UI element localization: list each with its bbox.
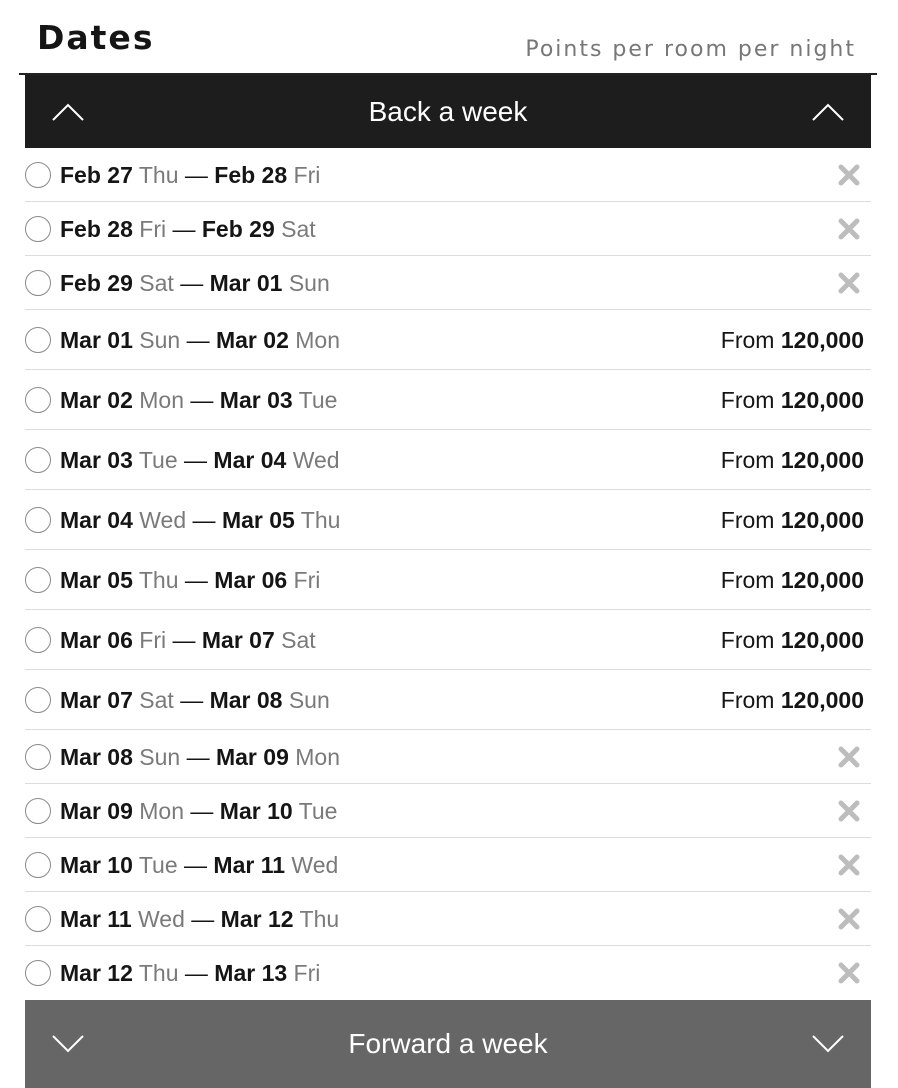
date-range-radio[interactable] xyxy=(25,387,51,413)
date-range-radio[interactable] xyxy=(25,627,51,653)
date-range-radio[interactable] xyxy=(25,216,51,242)
date-range-radio[interactable] xyxy=(25,447,51,473)
check-in-date: Mar 04 xyxy=(60,506,133,533)
check-in-weekday: Mon xyxy=(139,386,185,413)
price-label xyxy=(721,686,864,714)
date-range-label xyxy=(60,743,340,771)
check-out-weekday: Wed xyxy=(292,446,340,473)
check-in-date: Feb 29 xyxy=(60,269,133,296)
check-in-weekday: Thu xyxy=(138,161,179,188)
check-out-weekday: Fri xyxy=(293,960,321,986)
check-in-weekday: Wed xyxy=(139,506,187,533)
price-amount: 120,000 xyxy=(780,566,864,593)
check-in-weekday: Fri xyxy=(139,626,167,653)
date-range-row[interactable] xyxy=(25,148,871,202)
date-range-label xyxy=(60,326,340,354)
chevron-down-icon xyxy=(51,1034,85,1054)
date-range-label xyxy=(60,386,337,414)
check-out-date: Feb 28 xyxy=(214,161,288,188)
date-range-label xyxy=(60,686,330,714)
range-dash: — xyxy=(180,686,204,713)
date-range-radio[interactable] xyxy=(25,687,51,713)
range-dash: — xyxy=(192,506,216,533)
check-out-weekday: Fri xyxy=(293,566,321,593)
check-in-weekday: Fri xyxy=(139,215,167,242)
check-in-date: Mar 11 xyxy=(60,905,132,932)
check-out-date: Mar 05 xyxy=(221,506,295,533)
price-prefix: From xyxy=(720,446,775,473)
date-range-row[interactable] xyxy=(25,892,871,946)
check-in-weekday: Sun xyxy=(139,743,181,770)
date-range-label xyxy=(60,161,320,189)
chevron-up-icon xyxy=(51,102,85,122)
date-range-row[interactable] xyxy=(25,730,871,784)
range-dash: — xyxy=(186,326,210,353)
date-range-row[interactable] xyxy=(25,550,871,610)
date-range-radio[interactable] xyxy=(25,744,51,770)
chevron-down-icon xyxy=(811,1034,845,1054)
date-range-label xyxy=(60,905,339,933)
date-range-row[interactable] xyxy=(25,838,871,892)
date-range-row[interactable] xyxy=(25,784,871,838)
check-in-date: Mar 01 xyxy=(60,326,133,353)
check-out-weekday: Thu xyxy=(299,905,340,932)
check-out-weekday: Mon xyxy=(295,326,340,353)
date-range-radio[interactable] xyxy=(25,567,51,593)
check-out-weekday: Sun xyxy=(288,269,330,296)
price-prefix: From xyxy=(720,566,775,593)
check-out-date: Mar 12 xyxy=(220,905,294,932)
price-amount: 120,000 xyxy=(780,446,864,473)
price-amount: 120,000 xyxy=(780,686,864,713)
unavailable-x-icon xyxy=(837,217,861,241)
check-out-weekday: Thu xyxy=(300,506,341,533)
price-amount: 120,000 xyxy=(780,506,864,533)
date-range-label xyxy=(60,446,340,474)
date-range-row[interactable] xyxy=(25,430,871,490)
date-range-row[interactable] xyxy=(25,946,871,1000)
date-range-radio[interactable] xyxy=(25,507,51,533)
check-in-date: Mar 05 xyxy=(60,566,133,593)
price-prefix: From xyxy=(720,386,775,413)
dates-header xyxy=(0,0,898,75)
unavailable-x-icon xyxy=(837,745,861,769)
date-range-radio[interactable] xyxy=(25,327,51,353)
range-dash: — xyxy=(172,215,196,242)
check-in-weekday: Tue xyxy=(138,851,178,878)
check-in-date: Mar 09 xyxy=(60,797,133,824)
price-label xyxy=(721,326,864,354)
check-in-weekday: Thu xyxy=(138,566,179,593)
range-dash: — xyxy=(190,386,214,413)
range-dash: — xyxy=(184,161,208,188)
check-out-weekday: Sat xyxy=(281,626,316,653)
check-in-date: Feb 27 xyxy=(60,161,133,188)
check-out-date: Mar 07 xyxy=(201,626,275,653)
check-out-date: Mar 03 xyxy=(219,386,293,413)
range-dash: — xyxy=(184,566,208,593)
date-range-row[interactable] xyxy=(25,256,871,310)
check-in-weekday: Sun xyxy=(139,326,181,353)
check-out-weekday: Wed xyxy=(291,851,339,878)
date-range-row[interactable] xyxy=(25,610,871,670)
back-a-week-button[interactable] xyxy=(25,75,871,148)
date-range-row[interactable] xyxy=(25,202,871,256)
date-range-row[interactable] xyxy=(25,490,871,550)
check-out-date: Mar 09 xyxy=(215,743,289,770)
check-out-date: Mar 10 xyxy=(219,797,293,824)
unavailable-x-icon xyxy=(837,907,861,931)
check-in-weekday: Tue xyxy=(138,446,178,473)
check-out-weekday: Mon xyxy=(295,743,340,770)
forward-a-week-button[interactable] xyxy=(25,1000,871,1088)
unavailable-x-icon xyxy=(837,961,861,985)
range-dash: — xyxy=(172,626,196,653)
check-in-date: Feb 28 xyxy=(60,215,133,242)
check-out-date: Feb 29 xyxy=(201,215,275,242)
check-in-date: Mar 06 xyxy=(60,626,133,653)
price-label xyxy=(721,506,864,534)
check-out-date: Mar 13 xyxy=(214,960,288,986)
check-out-date: Mar 04 xyxy=(213,446,287,473)
check-in-weekday: Mon xyxy=(139,797,185,824)
date-range-label xyxy=(60,506,340,534)
range-dash: — xyxy=(180,269,204,296)
check-in-date: Mar 03 xyxy=(60,446,133,473)
page-title: Dates xyxy=(37,18,155,57)
forward-a-week-label: Forward a week xyxy=(348,1028,548,1059)
check-in-weekday: Sat xyxy=(139,269,174,296)
price-amount: 120,000 xyxy=(780,626,864,653)
check-out-date: Mar 08 xyxy=(209,686,283,713)
range-dash: — xyxy=(186,743,210,770)
check-out-weekday: Fri xyxy=(293,161,321,188)
range-dash: — xyxy=(190,797,214,824)
date-range-row[interactable] xyxy=(25,670,871,730)
date-range-radio[interactable] xyxy=(25,798,51,824)
date-range-label xyxy=(60,959,320,987)
unavailable-x-icon xyxy=(837,163,861,187)
check-in-date: Mar 10 xyxy=(60,851,133,878)
check-out-weekday: Sun xyxy=(288,686,330,713)
price-label xyxy=(721,566,864,594)
check-in-weekday: Wed xyxy=(138,905,185,932)
check-out-weekday: Tue xyxy=(298,386,338,413)
check-out-date: Mar 02 xyxy=(215,326,289,353)
price-label xyxy=(721,386,864,414)
price-amount: 120,000 xyxy=(780,326,864,353)
range-dash: — xyxy=(184,960,208,986)
date-range-row[interactable] xyxy=(25,370,871,430)
date-range-label xyxy=(60,626,316,654)
range-dash: — xyxy=(184,851,208,878)
price-label xyxy=(721,626,864,654)
date-range-radio[interactable] xyxy=(25,960,51,986)
date-range-row[interactable] xyxy=(25,310,871,370)
chevron-up-icon xyxy=(811,102,845,122)
check-in-date: Mar 02 xyxy=(60,386,133,413)
price-amount: 120,000 xyxy=(780,386,864,413)
check-out-date: Mar 11 xyxy=(213,851,286,878)
price-prefix: From xyxy=(720,626,775,653)
price-prefix: From xyxy=(720,326,775,353)
price-label xyxy=(721,446,864,474)
check-in-date: Mar 07 xyxy=(60,686,133,713)
date-range-radio[interactable] xyxy=(25,162,51,188)
unavailable-x-icon xyxy=(837,799,861,823)
check-out-weekday: Sat xyxy=(281,215,316,242)
check-out-date: Mar 01 xyxy=(209,269,283,296)
check-in-date: Mar 12 xyxy=(60,960,133,986)
price-prefix: From xyxy=(720,686,775,713)
date-range-label xyxy=(60,851,338,879)
check-in-date: Mar 08 xyxy=(60,743,133,770)
check-out-weekday: Tue xyxy=(298,797,338,824)
date-range-label xyxy=(60,215,316,243)
unavailable-x-icon xyxy=(837,853,861,877)
check-in-weekday: Sat xyxy=(139,686,174,713)
date-range-list xyxy=(25,148,871,1000)
check-out-date: Mar 06 xyxy=(214,566,288,593)
points-caption: Points per room per night xyxy=(525,37,856,62)
date-range-label xyxy=(60,566,320,594)
date-range-radio[interactable] xyxy=(25,270,51,296)
date-range-label xyxy=(60,269,330,297)
range-dash: — xyxy=(191,905,215,932)
date-range-radio[interactable] xyxy=(25,906,51,932)
check-in-weekday: Thu xyxy=(138,960,179,986)
back-a-week-label: Back a week xyxy=(368,95,528,127)
price-prefix: From xyxy=(720,506,775,533)
date-range-radio[interactable] xyxy=(25,852,51,878)
date-range-label xyxy=(60,797,337,825)
unavailable-x-icon xyxy=(837,271,861,295)
range-dash: — xyxy=(184,446,208,473)
